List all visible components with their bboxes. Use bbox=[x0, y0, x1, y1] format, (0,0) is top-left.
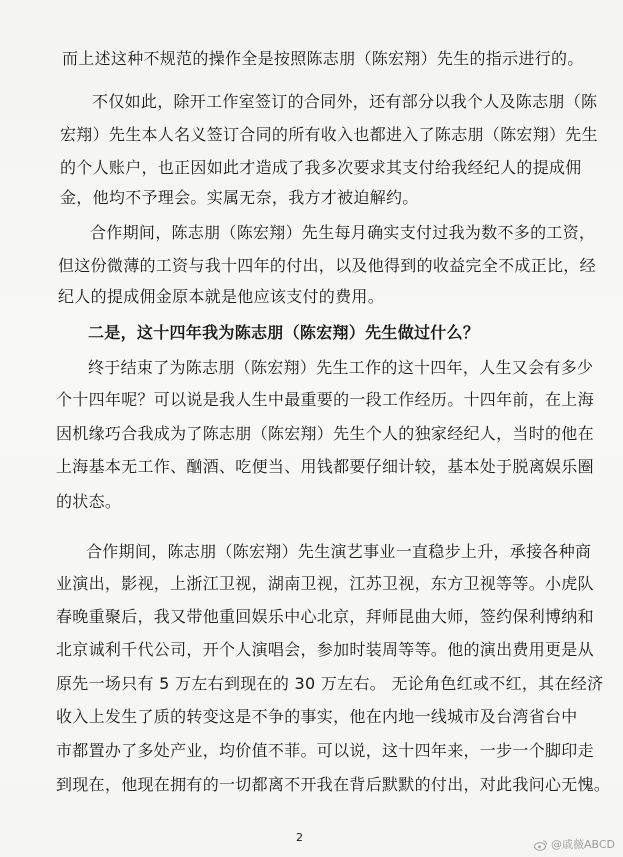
text-line: 到现在，他现在拥有的一切都离不开我在背后默默的付出，对此我问心无愧。 bbox=[56, 775, 611, 794]
text-line: 上海基本无工作、酗酒、吃便当、用钱都要仔细计较，基本处于脱离娱乐圈 bbox=[56, 457, 594, 476]
text-line: 北京诚利千代公司，开个人演唱会，参加时装周等等。他的演出费用更是从 bbox=[56, 640, 594, 659]
section-heading: 二是，这十四年我为陈志朋（陈宏翔）先生做过什么？ bbox=[88, 323, 480, 342]
text-line: 终于结束了为陈志朋（陈宏翔）先生工作的这十四年，人生又会有多少 bbox=[88, 358, 594, 377]
text-line: 原先一场只有 5 万左右到现在的 30 万左右。 无论角色红或不红，其在经济 bbox=[56, 674, 604, 693]
text-line: 因机缘巧合我成为了陈志朋（陈宏翔）先生个人的独家经纪人，当时的他在 bbox=[56, 424, 594, 443]
text-line: 的个人账户，也正因如此才造成了我多次要求其支付给我经纪人的提成佣 bbox=[60, 158, 582, 177]
text-line: 宏翔）先生本人名义签订合同的所有收入也都进入了陈志朋（陈宏翔）先生 bbox=[60, 125, 598, 144]
text-line: 业演出，影视，上浙江卫视，湖南卫视，江苏卫视，东方卫视等等。小虎队 bbox=[56, 574, 594, 593]
text-line: 市都置办了多处产业，均价值不菲。可以说，这十四年来，一步一个脚印走 bbox=[56, 741, 594, 760]
text-line: 纪人的提成佣金原本就是他应该支付的费用。 bbox=[58, 287, 385, 306]
text-line: 金，他均不予理会。实属无奈，我方才被迫解约。 bbox=[60, 188, 419, 207]
text-line: 收入上发生了质的转变这是不争的事实，他在内地一线城市及台湾省台中 bbox=[56, 707, 578, 726]
text-line: 个十四年呢？可以说是我人生中最重要的一段工作经历。十四年前，在上海 bbox=[56, 390, 594, 409]
text-line: 不仅如此，除开工作室签订的合同外，还有部分以我个人及陈志朋（陈 bbox=[92, 92, 598, 111]
watermark bbox=[534, 838, 615, 851]
page-number: 2 bbox=[296, 831, 303, 844]
watermark-text: @戚薇ABCD bbox=[550, 838, 615, 851]
text-line: 的状态。 bbox=[56, 492, 122, 511]
weibo-logo-icon bbox=[534, 839, 548, 851]
text-line: 合作期间，陈志朋（陈宏翔）先生每月确实支付过我为数不多的工资， bbox=[90, 223, 596, 242]
text-line: 而上述这种不规范的操作全是按照陈志朋（陈宏翔）先生的指示进行的。 bbox=[62, 49, 584, 68]
text-line: 但这份微薄的工资与我十四年的付出，以及他得到的收益完全不成正比，经 bbox=[58, 256, 596, 275]
text-line: 春晚重聚后，我又带他重回娱乐中心北京，拜师昆曲大师，签约保利博纳和 bbox=[56, 607, 594, 626]
text-line: 合作期间，陈志朋（陈宏翔）先生演艺事业一直稳步上升，承接各种商 bbox=[86, 542, 592, 561]
